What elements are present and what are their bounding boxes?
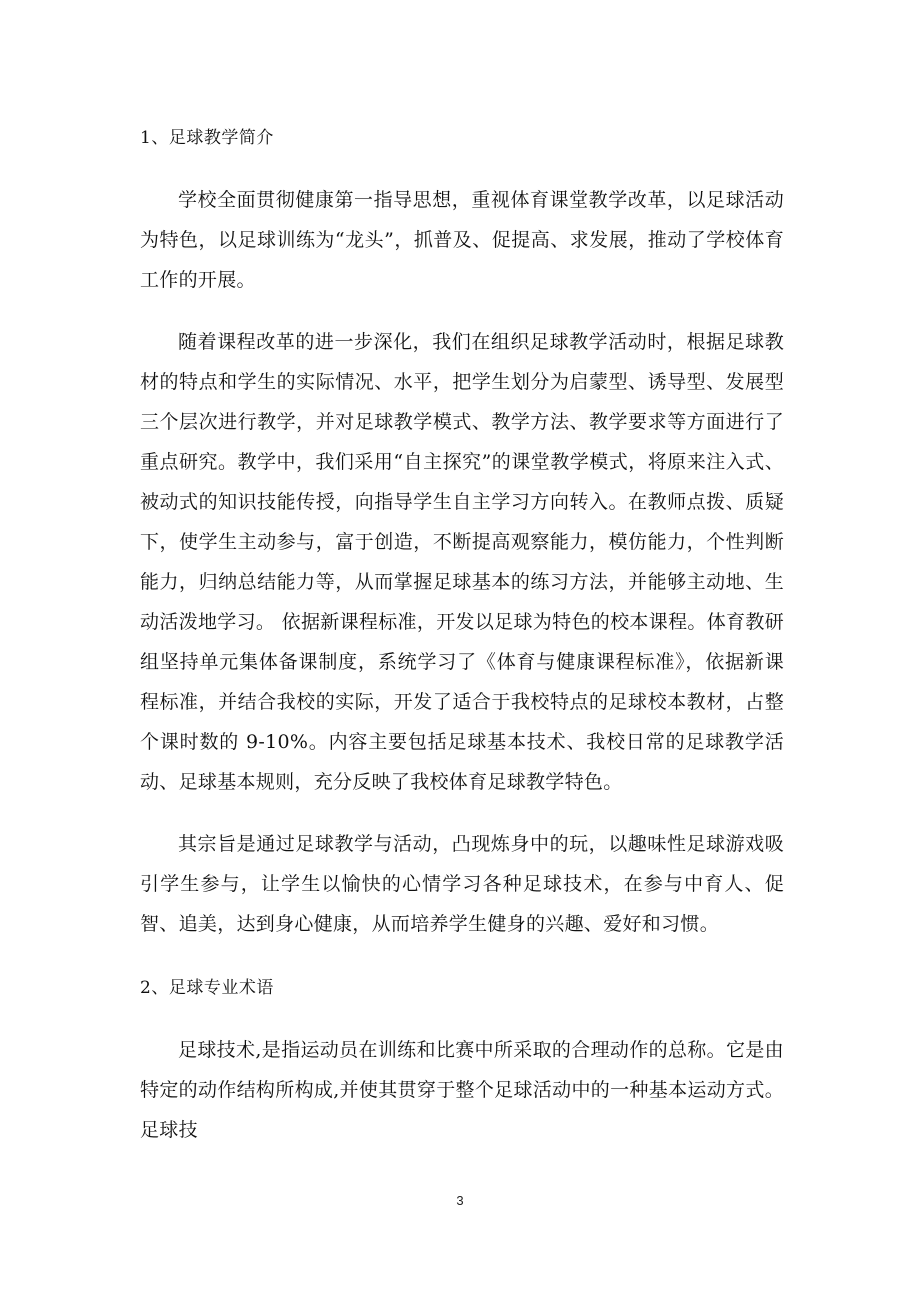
paragraph-curriculum-reform: 随着课程改革的进一步深化，我们在组织足球教学活动时，根据足球教材的特点和学生的实际情况、水平，把学生划分为启蒙型、诱导型、发展型三个层次进行教学，并对足球教学模式、教学方法、教学要求等方面进行了重点研究。教学中，我们采用“自主探究”的课堂教学模式，将原来注入式、被动式的知识技能传授，向指导学生自主学习方向转入。在教师点拨、质疑下，使学生主动参与，富于创造，不断提高观察能力，模仿能力，个性判断能力，归纳总结能力等，从而掌握足球基本的练习方法，并能够主动地、生动活泼地学习。 依据新课程标准，开发以足球为特色的校本课程。体育教研组坚持单元集体备课制度，系统学习了《体育与健康课程标准》，依据新课程标准，并结合我校的实际，开发了适合于我校特点的足球校本教材，占整个课时数的 9-10%。内容主要包括足球基本技术、我校日常的足球教学活动、足球基本规则，充分反映了我校体育足球教学特色。 bbox=[140, 331, 784, 793]
section-heading-intro: 1、足球教学简介 bbox=[140, 128, 274, 148]
paragraph-guiding-thought: 学校全面贯彻健康第一指导思想，重视体育课堂教学改革，以足球活动为特色，以足球训练为“龙头”，抓普及、促提高、求发展，推动了学校体育工作的开展。 bbox=[140, 189, 784, 291]
page-number: 3 bbox=[456, 1193, 464, 1208]
paragraph-football-technique: 足球技术,是指运动员在训练和比赛中所采取的合理动作的总称。它是由特定的动作结构所构成,并使其贯穿于整个足球活动中的一种基本运动方式。足球技 bbox=[140, 1039, 784, 1141]
section-heading-terminology: 2、足球专业术语 bbox=[140, 978, 274, 998]
document-body bbox=[140, 118, 784, 1172]
paragraph-purpose: 其宗旨是通过足球教学与活动，凸现炼身中的玩，以趣味性足球游戏吸引学生参与，让学生以愉快的心情学习各种足球技术，在参与中育人、促智、追美，达到身心健康，从而培养学生健身的兴趣、爱好和习惯。 bbox=[140, 833, 784, 935]
